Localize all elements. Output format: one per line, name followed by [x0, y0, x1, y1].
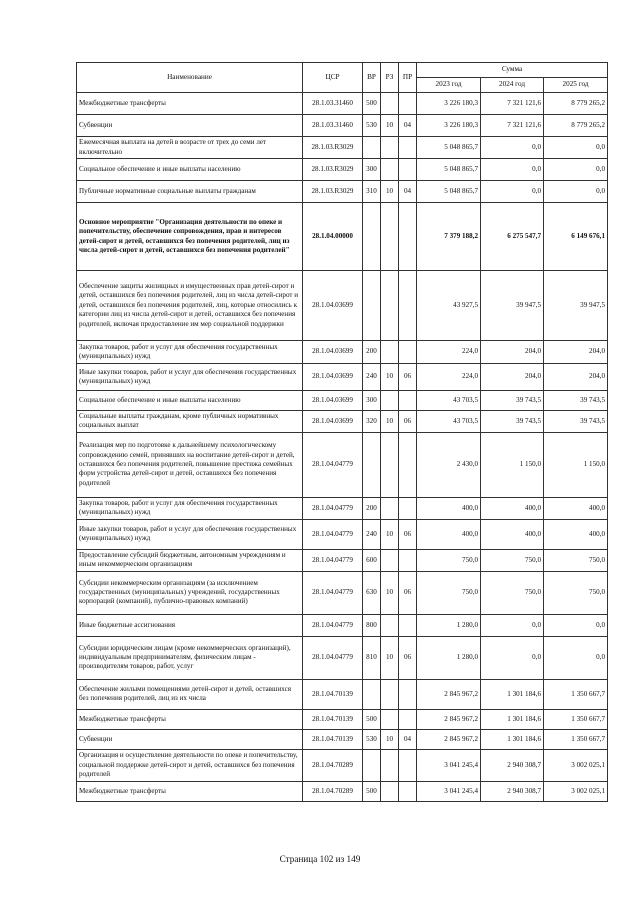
- cell-name: Субвенции: [77, 729, 303, 749]
- cell-2025: 0,0: [544, 159, 608, 181]
- cell-csr: 28.1.04.04779: [303, 571, 363, 614]
- cell-2024: 39 743,5: [481, 411, 544, 433]
- cell-name: Субсидии некоммерческим организациям (за исключением государственных (муниципальных) учреждений, государственных корпораций (компаний), публично-правовых компаний): [77, 571, 303, 614]
- cell-2025: 204,0: [544, 364, 608, 391]
- cell-csr: 28.1.04.70139: [303, 729, 363, 749]
- cell-pr: 06: [399, 571, 417, 614]
- header-year-2024: 2024 год: [481, 78, 544, 93]
- cell-pr: [399, 749, 417, 781]
- cell-csr: 28.1.04.04779: [303, 636, 363, 679]
- cell-vr: 240: [363, 519, 381, 549]
- cell-vr: 600: [363, 549, 381, 571]
- cell-pr: 06: [399, 411, 417, 433]
- table-row: [77, 159, 608, 181]
- cell-rz: 10: [381, 115, 399, 137]
- table-row: [77, 781, 608, 801]
- cell-rz: 10: [381, 519, 399, 549]
- cell-name: Основное мероприятие "Организация деятельности по опеке и попечительству, обеспечение сопровождения, прав и интересов детей-сирот и детей, оставшихся без попечения родителей, лиц из числа детей-сирот и детей, оставшихся без попечения родителей": [77, 203, 303, 271]
- cell-rz: [381, 341, 399, 364]
- cell-2024: 39 947,5: [481, 271, 544, 341]
- cell-csr: 28.1.03.R3029: [303, 159, 363, 181]
- cell-2023: 2 845 967,2: [417, 679, 481, 709]
- cell-2024: 750,0: [481, 549, 544, 571]
- cell-2023: 224,0: [417, 364, 481, 391]
- cell-name: Межбюджетные трансферты: [77, 93, 303, 115]
- table-row: [77, 679, 608, 709]
- cell-vr: 630: [363, 571, 381, 614]
- cell-rz: [381, 203, 399, 271]
- cell-rz: [381, 709, 399, 729]
- cell-rz: [381, 679, 399, 709]
- cell-csr: 28.1.04.70139: [303, 709, 363, 729]
- cell-pr: [399, 93, 417, 115]
- cell-csr: 28.1.04.04779: [303, 519, 363, 549]
- cell-2023: 2 845 967,2: [417, 709, 481, 729]
- cell-name: Иные закупки товаров, работ и услуг для обеспечения государственных (муниципальных) нужд: [77, 364, 303, 391]
- cell-csr: 28.1.04.03699: [303, 341, 363, 364]
- cell-2024: 1 301 184,6: [481, 679, 544, 709]
- page-number: Страница 102 из 149: [279, 854, 361, 864]
- cell-csr: 28.1.04.03699: [303, 271, 363, 341]
- cell-vr: 800: [363, 614, 381, 636]
- cell-vr: [363, 432, 381, 497]
- cell-name: Реализация мер по подготовке к дальнейшему психологическому сопровождению семей, принявших на воспитание детей-сирот и детей, оставшихся без попечения родителей, повышение престижа семейных форм устройства детей-сирот и детей, оставшихся без попечения родителей: [77, 432, 303, 497]
- cell-vr: [363, 271, 381, 341]
- table-row: [77, 364, 608, 391]
- table-row: [77, 203, 608, 271]
- cell-vr: [363, 679, 381, 709]
- cell-2023: 224,0: [417, 341, 481, 364]
- cell-vr: 530: [363, 729, 381, 749]
- cell-csr: 28.1.04.04779: [303, 549, 363, 571]
- table-row: [77, 181, 608, 203]
- cell-2024: 1 150,0: [481, 432, 544, 497]
- header-year-2025: 2025 год: [544, 78, 608, 93]
- cell-rz: [381, 614, 399, 636]
- table-row: [77, 571, 608, 614]
- cell-2025: 0,0: [544, 636, 608, 679]
- cell-rz: [381, 497, 399, 519]
- header-name: Наименование: [77, 63, 303, 93]
- cell-2025: 39 947,5: [544, 271, 608, 341]
- cell-2025: 400,0: [544, 497, 608, 519]
- table-row: [77, 709, 608, 729]
- cell-csr: 28.1.04.04779: [303, 497, 363, 519]
- cell-name: Организация и осуществление деятельности по опеке и попечительству, социальной поддержке детей-сирот и детей, оставшихся без попечения родителей: [77, 749, 303, 781]
- cell-pr: [399, 432, 417, 497]
- cell-2023: 43 703,5: [417, 391, 481, 411]
- cell-pr: 06: [399, 636, 417, 679]
- table-header: [77, 63, 608, 93]
- table-row: [77, 749, 608, 781]
- cell-rz: 10: [381, 636, 399, 679]
- cell-2025: 8 779 265,2: [544, 93, 608, 115]
- cell-csr: 28.1.04.03699: [303, 391, 363, 411]
- table-row: [77, 729, 608, 749]
- cell-vr: 240: [363, 364, 381, 391]
- cell-2023: 2 430,0: [417, 432, 481, 497]
- cell-2023: 3 226 180,3: [417, 93, 481, 115]
- table-row: [77, 519, 608, 549]
- table-row: [77, 636, 608, 679]
- cell-csr: 28.1.03.R3029: [303, 137, 363, 159]
- table-body: [77, 93, 608, 802]
- table-row: [77, 115, 608, 137]
- cell-vr: 500: [363, 93, 381, 115]
- cell-2024: 204,0: [481, 364, 544, 391]
- cell-2023: 1 280,0: [417, 636, 481, 679]
- cell-2024: 0,0: [481, 137, 544, 159]
- cell-name: Межбюджетные трансферты: [77, 709, 303, 729]
- cell-2025: 3 002 025,1: [544, 781, 608, 801]
- cell-csr: 28.1.04.70289: [303, 749, 363, 781]
- table-row: [77, 271, 608, 341]
- cell-pr: [399, 271, 417, 341]
- cell-2023: 43 927,5: [417, 271, 481, 341]
- cell-csr: 28.1.04.70289: [303, 781, 363, 801]
- cell-csr: 28.1.04.03699: [303, 364, 363, 391]
- cell-2023: 7 379 188,2: [417, 203, 481, 271]
- table-row: [77, 411, 608, 433]
- cell-name: Публичные нормативные социальные выплаты гражданам: [77, 181, 303, 203]
- cell-2025: 1 150,0: [544, 432, 608, 497]
- cell-2025: 0,0: [544, 137, 608, 159]
- cell-2024: 1 301 184,6: [481, 709, 544, 729]
- cell-pr: 04: [399, 181, 417, 203]
- cell-csr: 28.1.03.31460: [303, 115, 363, 137]
- cell-2025: 1 350 667,7: [544, 679, 608, 709]
- cell-pr: 04: [399, 115, 417, 137]
- cell-2023: 3 226 180,3: [417, 115, 481, 137]
- cell-rz: 10: [381, 411, 399, 433]
- cell-csr: 28.1.03.R3029: [303, 181, 363, 203]
- cell-2023: 1 280,0: [417, 614, 481, 636]
- cell-pr: 06: [399, 519, 417, 549]
- cell-2023: 2 845 967,2: [417, 729, 481, 749]
- cell-pr: [399, 549, 417, 571]
- cell-vr: 320: [363, 411, 381, 433]
- header-csr: ЦСР: [303, 63, 363, 93]
- cell-pr: 06: [399, 364, 417, 391]
- cell-2023: 400,0: [417, 519, 481, 549]
- cell-name: Социальное обеспечение и иные выплаты населению: [77, 159, 303, 181]
- cell-2025: 750,0: [544, 571, 608, 614]
- cell-pr: [399, 137, 417, 159]
- cell-2023: 750,0: [417, 549, 481, 571]
- table-row: [77, 614, 608, 636]
- cell-vr: 530: [363, 115, 381, 137]
- cell-csr: 28.1.04.04779: [303, 432, 363, 497]
- cell-name: Закупка товаров, работ и услуг для обеспечения государственных (муниципальных) нужд: [77, 497, 303, 519]
- cell-2024: 204,0: [481, 341, 544, 364]
- cell-2024: 400,0: [481, 497, 544, 519]
- cell-2024: 2 940 308,7: [481, 749, 544, 781]
- cell-rz: [381, 749, 399, 781]
- header-vr: ВР: [363, 63, 381, 93]
- cell-vr: [363, 749, 381, 781]
- cell-2025: 3 002 025,1: [544, 749, 608, 781]
- table-row: [77, 432, 608, 497]
- header-year-2023: 2023 год: [417, 78, 481, 93]
- cell-pr: [399, 203, 417, 271]
- cell-vr: 300: [363, 159, 381, 181]
- cell-rz: [381, 549, 399, 571]
- cell-2024: 0,0: [481, 159, 544, 181]
- cell-2024: 7 321 121,6: [481, 93, 544, 115]
- cell-2023: 5 048 865,7: [417, 137, 481, 159]
- cell-name: Обеспечение защиты жилищных и имущественных прав детей-сирот и детей, оставшихся без попечения родителей, лиц из числа детей-сирот и детей, оставшихся без попечения родителей, лиц, которые относились к категории лиц из числа детей-сирот и детей, оставшихся без попечения родителей, включая предоставление им мер социальной поддержки: [77, 271, 303, 341]
- table-row: [77, 341, 608, 364]
- budget-page: [76, 62, 607, 802]
- cell-pr: [399, 391, 417, 411]
- cell-2025: 750,0: [544, 549, 608, 571]
- cell-pr: [399, 497, 417, 519]
- cell-pr: [399, 679, 417, 709]
- cell-csr: 28.1.04.00000: [303, 203, 363, 271]
- cell-name: Социальное обеспечение и иные выплаты населению: [77, 391, 303, 411]
- cell-2025: 6 149 676,1: [544, 203, 608, 271]
- cell-name: Обеспечение жилыми помещениями детей-сирот и детей, оставшихся без попечения родителей, лиц из их числа: [77, 679, 303, 709]
- cell-2024: 1 301 184,6: [481, 729, 544, 749]
- header-sum: Сумма: [417, 63, 608, 78]
- cell-rz: 10: [381, 181, 399, 203]
- cell-2025: 39 743,5: [544, 391, 608, 411]
- cell-pr: [399, 709, 417, 729]
- cell-rz: [381, 93, 399, 115]
- cell-2025: 400,0: [544, 519, 608, 549]
- cell-rz: [381, 391, 399, 411]
- cell-vr: 200: [363, 341, 381, 364]
- cell-rz: [381, 137, 399, 159]
- cell-csr: 28.1.04.03699: [303, 411, 363, 433]
- cell-2025: 8 779 265,2: [544, 115, 608, 137]
- cell-2025: 1 350 667,7: [544, 709, 608, 729]
- cell-2024: 0,0: [481, 636, 544, 679]
- table-row: [77, 137, 608, 159]
- cell-rz: [381, 781, 399, 801]
- cell-2023: 3 041 245,4: [417, 781, 481, 801]
- cell-rz: [381, 159, 399, 181]
- cell-2025: 39 743,5: [544, 411, 608, 433]
- cell-2024: 6 275 547,7: [481, 203, 544, 271]
- table-row: [77, 497, 608, 519]
- cell-2023: 43 703,5: [417, 411, 481, 433]
- cell-vr: 500: [363, 709, 381, 729]
- cell-2024: 2 940 308,7: [481, 781, 544, 801]
- header-pr: ПР: [399, 63, 417, 93]
- budget-table: [76, 62, 608, 802]
- cell-pr: [399, 781, 417, 801]
- cell-name: Предоставление субсидий бюджетным, автономным учреждениям и иным некоммерческим организациям: [77, 549, 303, 571]
- cell-vr: [363, 137, 381, 159]
- cell-rz: 10: [381, 571, 399, 614]
- cell-2024: 7 321 121,6: [481, 115, 544, 137]
- cell-rz: [381, 271, 399, 341]
- cell-pr: [399, 341, 417, 364]
- cell-2024: 400,0: [481, 519, 544, 549]
- cell-name: Ежемесячная выплата на детей в возрасте от трех до семи лет включительно: [77, 137, 303, 159]
- cell-pr: [399, 614, 417, 636]
- cell-rz: 10: [381, 729, 399, 749]
- table-row: [77, 391, 608, 411]
- cell-rz: [381, 432, 399, 497]
- cell-2025: 0,0: [544, 181, 608, 203]
- header-rz: РЗ: [381, 63, 399, 93]
- cell-vr: 310: [363, 181, 381, 203]
- cell-2023: 5 048 865,7: [417, 159, 481, 181]
- cell-vr: 500: [363, 781, 381, 801]
- cell-csr: 28.1.03.31460: [303, 93, 363, 115]
- cell-name: Субсидии юридическим лицам (кроме некоммерческих организаций), индивидуальным предпринимателям, физическим лицам - производителям товаров, работ, услуг: [77, 636, 303, 679]
- cell-csr: 28.1.04.04779: [303, 614, 363, 636]
- cell-pr: [399, 159, 417, 181]
- cell-pr: 04: [399, 729, 417, 749]
- cell-name: Межбюджетные трансферты: [77, 781, 303, 801]
- cell-2025: 1 350 667,7: [544, 729, 608, 749]
- cell-vr: 300: [363, 391, 381, 411]
- table-row: [77, 93, 608, 115]
- cell-vr: 810: [363, 636, 381, 679]
- cell-vr: 200: [363, 497, 381, 519]
- cell-2025: 0,0: [544, 614, 608, 636]
- cell-name: Иные бюджетные ассигнования: [77, 614, 303, 636]
- cell-2025: 204,0: [544, 341, 608, 364]
- cell-vr: [363, 203, 381, 271]
- cell-csr: 28.1.04.70139: [303, 679, 363, 709]
- cell-2023: 750,0: [417, 571, 481, 614]
- cell-name: Субвенции: [77, 115, 303, 137]
- cell-2024: 0,0: [481, 181, 544, 203]
- cell-name: Иные закупки товаров, работ и услуг для обеспечения государственных (муниципальных) нужд: [77, 519, 303, 549]
- cell-name: Закупка товаров, работ и услуг для обеспечения государственных (муниципальных) нужд: [77, 341, 303, 364]
- cell-2023: 5 048 865,7: [417, 181, 481, 203]
- cell-2023: 400,0: [417, 497, 481, 519]
- cell-2023: 3 041 245,4: [417, 749, 481, 781]
- cell-name: Социальные выплаты гражданам, кроме публичных нормативных социальных выплат: [77, 411, 303, 433]
- cell-rz: 10: [381, 364, 399, 391]
- cell-2024: 39 743,5: [481, 391, 544, 411]
- cell-2024: 0,0: [481, 614, 544, 636]
- cell-2024: 750,0: [481, 571, 544, 614]
- table-row: [77, 549, 608, 571]
